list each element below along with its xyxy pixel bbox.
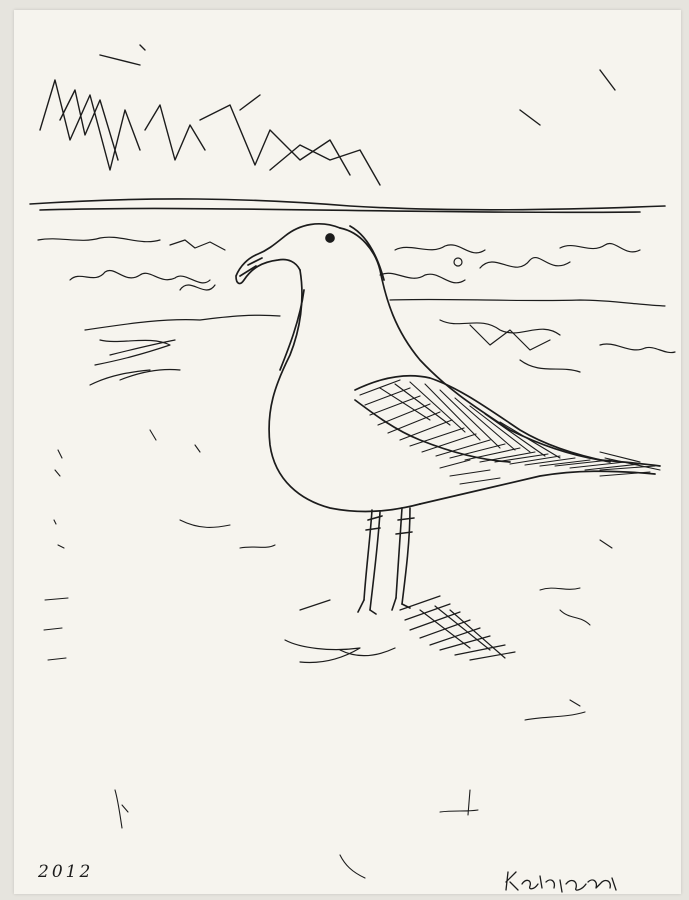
signature-mark bbox=[506, 872, 616, 892]
seagull-legs bbox=[358, 508, 414, 614]
ground-shadow bbox=[285, 596, 515, 662]
sky-scribbles bbox=[40, 45, 615, 185]
shore-scribbles bbox=[38, 237, 675, 385]
wing-hatching bbox=[360, 380, 660, 484]
foreground-marks bbox=[44, 430, 612, 878]
horizon-line bbox=[30, 199, 665, 212]
artwork-date: 2012 bbox=[38, 862, 94, 882]
